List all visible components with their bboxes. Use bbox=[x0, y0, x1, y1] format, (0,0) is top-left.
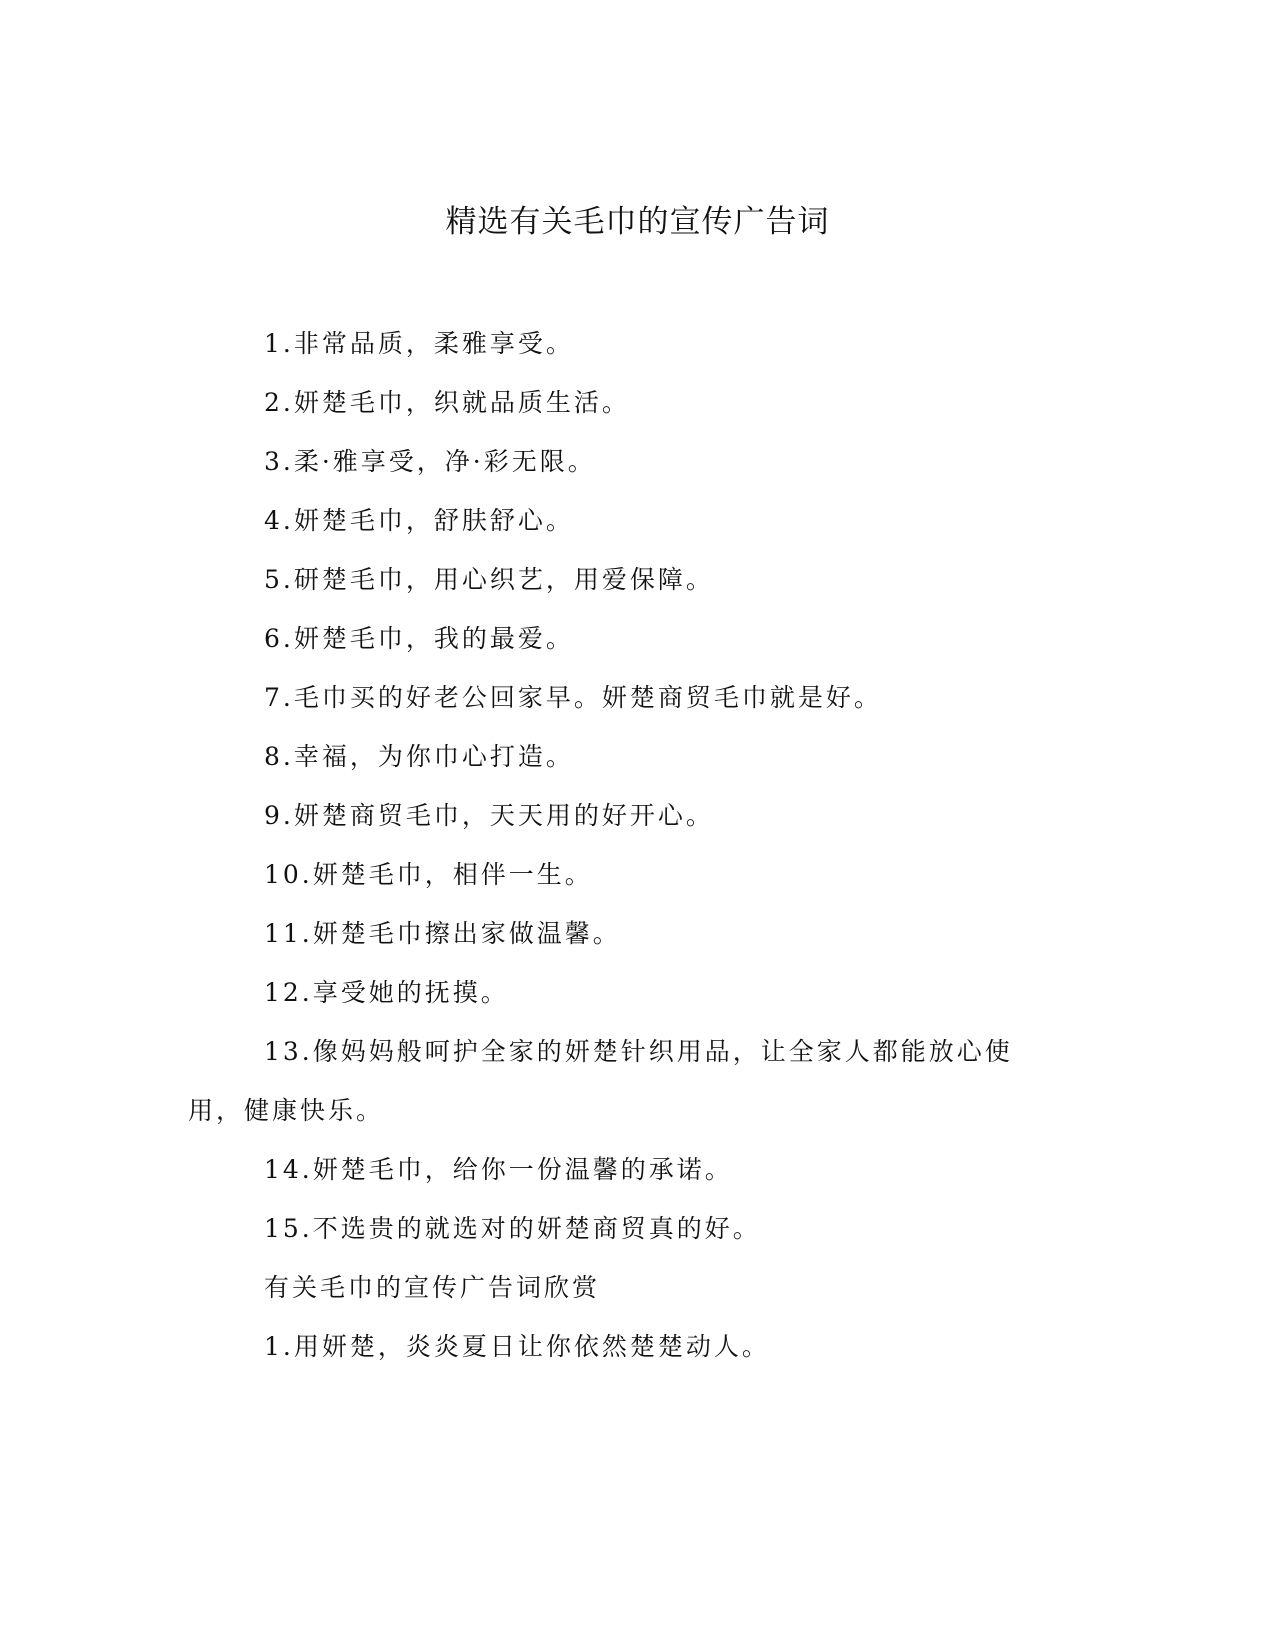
paragraph: 15.不选贵的就选对的妍楚商贸真的好。 bbox=[264, 1214, 761, 1243]
paragraph: 11.妍楚毛巾擦出家做温馨。 bbox=[264, 919, 621, 948]
page-title: 精选有关毛巾的宣传广告词 bbox=[445, 204, 830, 240]
paragraph: 1.非常品质，柔雅享受。 bbox=[264, 329, 574, 358]
document-body bbox=[188, 314, 1068, 1376]
paragraph: 13.像妈妈般呵护全家的妍楚针织用品，让全家人都能放心使用，健康快乐。 bbox=[188, 1037, 1013, 1125]
paragraph: 1.用妍楚，炎炎夏日让你依然楚楚动人。 bbox=[264, 1332, 770, 1361]
paragraph: 7.毛巾买的好老公回家早。妍楚商贸毛巾就是好。 bbox=[264, 683, 882, 712]
paragraph: 9.妍楚商贸毛巾，天天用的好开心。 bbox=[264, 801, 714, 830]
paragraph: 8.幸福，为你巾心打造。 bbox=[264, 742, 574, 771]
paragraph: 3.柔·雅享受，净·彩无限。 bbox=[264, 447, 596, 476]
paragraph: 12.享受她的抚摸。 bbox=[264, 978, 509, 1007]
section-heading: 有关毛巾的宣传广告词欣赏 bbox=[264, 1273, 601, 1302]
paragraph: 5.研楚毛巾，用心织艺，用爱保障。 bbox=[264, 565, 714, 594]
paragraph: 10.妍楚毛巾，相伴一生。 bbox=[264, 860, 593, 889]
paragraph: 2.妍楚毛巾，织就品质生活。 bbox=[264, 388, 630, 417]
paragraph: 14.妍楚毛巾，给你一份温馨的承诺。 bbox=[264, 1155, 733, 1184]
paragraph: 4.妍楚毛巾，舒肤舒心。 bbox=[264, 506, 574, 535]
paragraph: 6.妍楚毛巾，我的最爱。 bbox=[264, 624, 574, 653]
